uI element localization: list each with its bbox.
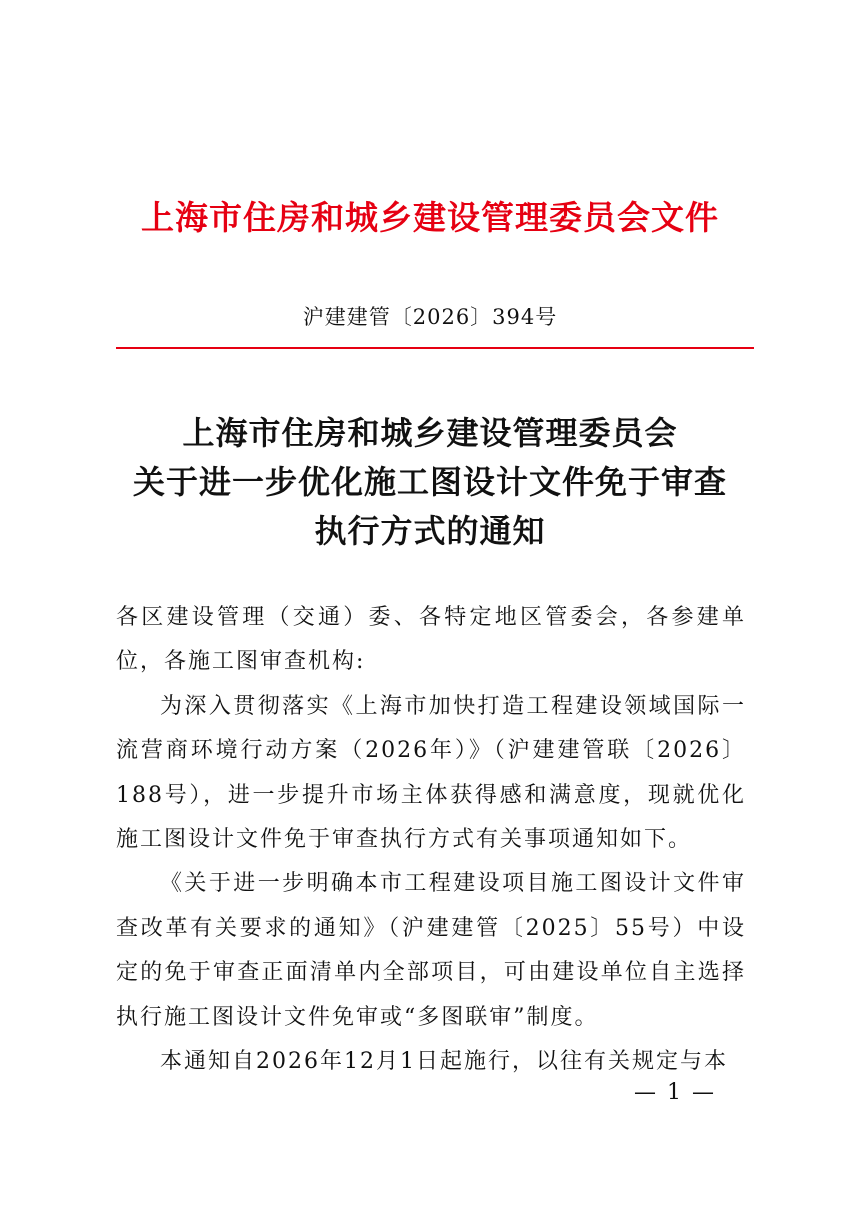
body-paragraph-2: 《关于进一步明确本市工程建设项目施工图设计文件审查改革有关要求的通知》（沪建建管〔2025〕55号）中设定的免于审查正面清单内全部项目，可由建设单位自主选择执行施工图设计文件免审或“多图联审”制度。 (116, 871, 746, 1030)
notice-title (0, 409, 860, 556)
notice-title-line-2: 关于进一步优化施工图设计文件免于审查 (132, 463, 727, 501)
header-red-rule (116, 347, 754, 349)
notice-body (116, 596, 746, 1084)
salutation: 各区建设管理（交通）委、各特定地区管委会，各参建单位，各施工图审查机构: (116, 605, 746, 675)
notice-title-line-1: 上海市住房和城乡建设管理委员会 (182, 414, 678, 452)
notice-title-line-3: 执行方式的通知 (314, 512, 546, 550)
page-number: — 1 — (634, 1080, 716, 1105)
body-paragraph-3: 本通知自2026年12月1日起施行，以往有关规定与本 (160, 1049, 728, 1075)
body-paragraph-1: 为深入贯彻落实《上海市加快打造工程建设领域国际一流营商环境行动方案（2026年）》（沪建建管联〔2026〕188号），进一步提升市场主体获得感和满意度，现就优化施工图设计文件免于审查执行方式有关事项通知如下。 (116, 693, 746, 853)
document-number: 沪建建管〔2026〕394号 (302, 305, 558, 329)
document-header-title: 上海市住房和城乡建设管理委员会文件 (141, 198, 719, 237)
